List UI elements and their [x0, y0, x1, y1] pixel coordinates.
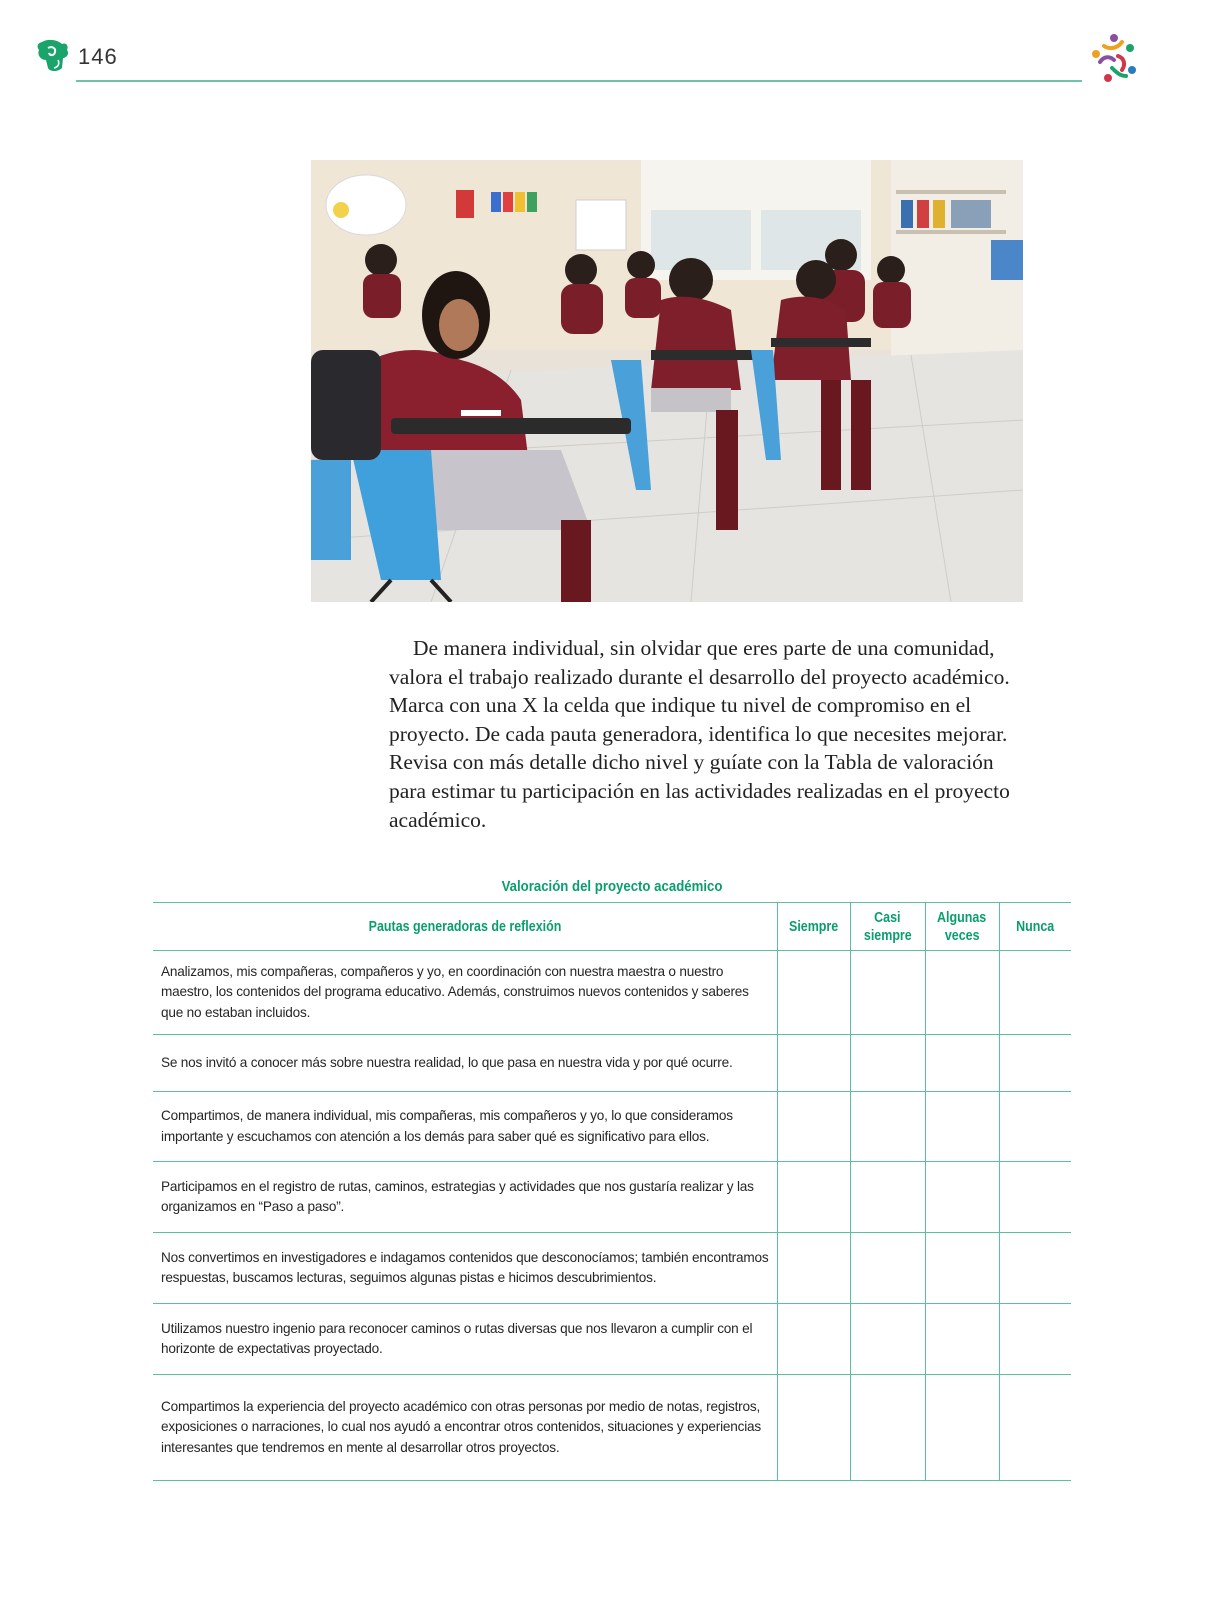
- header-siempre: Siempre: [777, 903, 850, 951]
- statement-cell: Nos convertimos en investigadores e indagamos contenidos que desconocíamos; también encontramos respuestas, buscamos lecturas, seguimos algunas pistas e hicimos descubrimientos.: [153, 1233, 777, 1304]
- statement-cell: Compartimos la experiencia del proyecto académico con otras personas por medio de notas, registros, exposiciones o narraciones, lo cual nos ayudó a encontrar otros contenidos, situaciones y experiencias interesantes que tendremos en mente al desarrollar otros proyectos.: [153, 1375, 777, 1481]
- nunca-cell[interactable]: [999, 1375, 1071, 1481]
- casi-siempre-cell[interactable]: [850, 951, 925, 1035]
- statement-cell: Analizamos, mis compañeras, compañeros y yo, en coordinación con nuestra maestra o nuestro maestro, los contenidos del programa educativo. Además, construimos nuevos contenidos y saberes que no estaban incluidos.: [153, 951, 777, 1035]
- siempre-cell[interactable]: [777, 951, 850, 1035]
- nunca-cell[interactable]: [999, 951, 1071, 1035]
- casi-siempre-cell[interactable]: [850, 1375, 925, 1481]
- casi-siempre-cell[interactable]: [850, 1304, 925, 1375]
- casi-siempre-cell[interactable]: [850, 1035, 925, 1092]
- nunca-cell[interactable]: [999, 1233, 1071, 1304]
- book-series-logo-icon: [36, 38, 70, 74]
- table-row: [153, 1092, 1071, 1162]
- statement-cell: Se nos invitó a conocer más sobre nuestra realidad, lo que pasa en nuestra vida y por qué ocurre.: [153, 1035, 777, 1092]
- statement-cell: Utilizamos nuestro ingenio para reconocer caminos o rutas diversas que nos llevaron a cumplir con el horizonte de expectativas proyectado.: [153, 1304, 777, 1375]
- community-emblem-icon: [1088, 32, 1140, 84]
- casi-siempre-cell[interactable]: [850, 1092, 925, 1162]
- siempre-cell[interactable]: [777, 1375, 850, 1481]
- siempre-cell[interactable]: [777, 1162, 850, 1233]
- instructions-paragraph: De manera individual, sin olvidar que eres parte de una comunidad, valora el trabajo realizado durante el desarrollo del proyecto académico. Marca con una X la celda que indique tu nivel de compromiso en el proyecto. De cada pauta generadora, identifica lo que necesites mejorar. Revisa con más detalle dicho nivel y guíate con la Tabla de valoración para estimar tu participación en las actividades realizadas en el proyecto académico.: [389, 636, 1010, 832]
- algunas-veces-cell[interactable]: [925, 1375, 999, 1481]
- header-casi-siempre: Casi siempre: [850, 903, 925, 951]
- nunca-cell[interactable]: [999, 1162, 1071, 1233]
- table-row: [153, 951, 1071, 1035]
- casi-siempre-cell[interactable]: [850, 1162, 925, 1233]
- algunas-veces-cell[interactable]: [925, 951, 999, 1035]
- table-header-row: [153, 903, 1071, 951]
- nunca-cell[interactable]: [999, 1035, 1071, 1092]
- header-nunca: Nunca: [999, 903, 1071, 951]
- table-title: Valoración del proyecto académico: [501, 878, 723, 895]
- algunas-veces-cell[interactable]: [925, 1233, 999, 1304]
- statement-cell: Participamos en el registro de rutas, caminos, estrategias y actividades que nos gustaría realizar y las organizamos en “Paso a paso”.: [153, 1162, 777, 1233]
- header-statement: Pautas generadoras de reflexión: [153, 903, 777, 951]
- algunas-veces-cell[interactable]: [925, 1035, 999, 1092]
- casi-siempre-cell[interactable]: [850, 1233, 925, 1304]
- nunca-cell[interactable]: [999, 1092, 1071, 1162]
- algunas-veces-cell[interactable]: [925, 1304, 999, 1375]
- table-row: [153, 1162, 1071, 1233]
- table-row: [153, 1233, 1071, 1304]
- nunca-cell[interactable]: [999, 1304, 1071, 1375]
- siempre-cell[interactable]: [777, 1092, 850, 1162]
- table-row: [153, 1035, 1071, 1092]
- siempre-cell[interactable]: [777, 1035, 850, 1092]
- siempre-cell[interactable]: [777, 1233, 850, 1304]
- siempre-cell[interactable]: [777, 1304, 850, 1375]
- header-rule: [76, 80, 1082, 82]
- table-row: [153, 1375, 1071, 1481]
- statement-cell: Compartimos, de manera individual, mis compañeras, mis compañeros y yo, lo que consideramos importante y escuchamos con atención a los demás para saber qué es significativo para ellos.: [153, 1092, 777, 1162]
- page-number: 146: [78, 44, 118, 69]
- algunas-veces-cell[interactable]: [925, 1162, 999, 1233]
- table-row: [153, 1304, 1071, 1375]
- classroom-photo: [311, 160, 1023, 602]
- header-algunas-veces: Algunas veces: [925, 903, 999, 951]
- assessment-table: [153, 902, 1071, 1481]
- algunas-veces-cell[interactable]: [925, 1092, 999, 1162]
